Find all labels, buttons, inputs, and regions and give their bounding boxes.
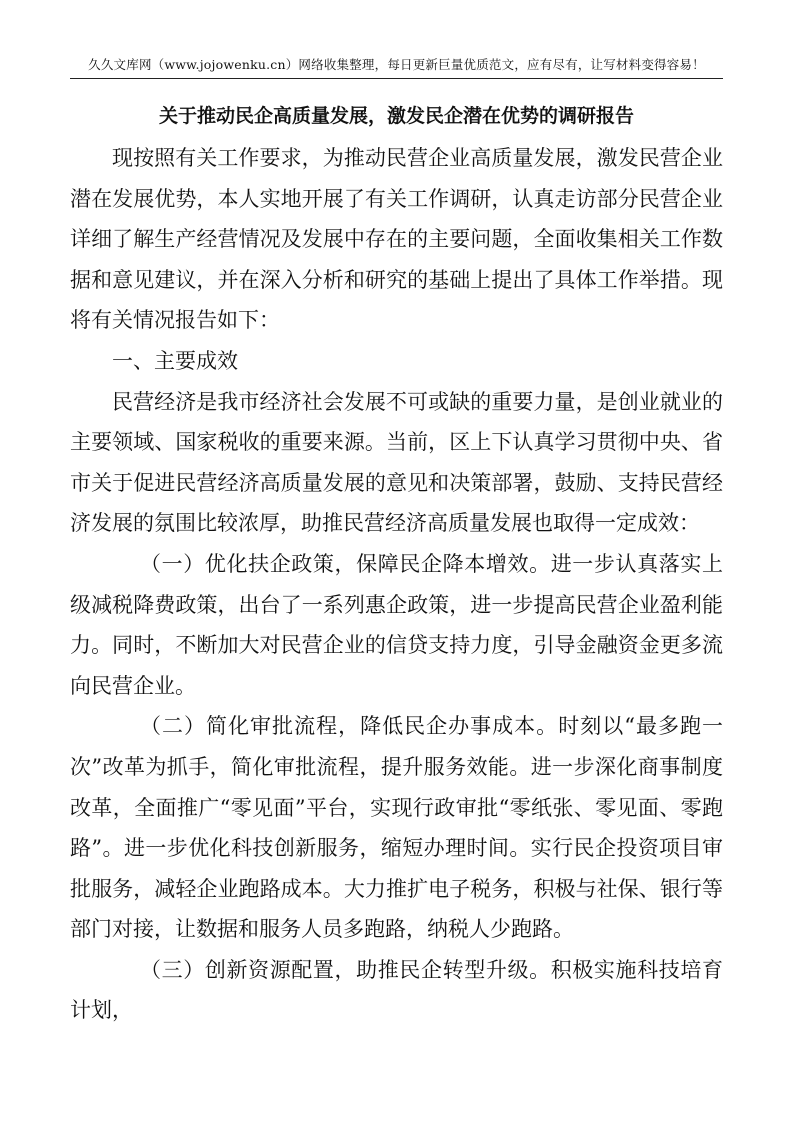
intro-paragraph: 现按照有关工作要求，为推动民营企业高质量发展，激发民营企业潜在发展优势，本人实地开展了有关工作调研，认真走访部分民营企业详细了解生产经营情况及发展中存在的主要问题，全面收集相关工作数据和意见建议，并在深入分析和研究的基础上提出了具体工作举措。现将有关情况报告如下： bbox=[70, 146, 723, 333]
document-title: 关于推动民企高质量发展，激发民企潜在优势的调研报告 bbox=[158, 105, 634, 127]
document-body bbox=[70, 138, 723, 1031]
subsection-paragraph-2: （二）简化审批流程，降低民企办事成本。时刻以“最多跑一次”改革为抓手，简化审批流程，提升服务效能。进一步深化商事制度改革，全面推广“零见面”平台，实现行政审批“零纸张、零见面、零跑路”。进一步优化科技创新服务，缩短办理时间。实行民企投资项目审批服务，减轻企业跑路成本。大力推扩电子税务，积极与社保、银行等部门对接，让数据和服务人员多跑路，纳税人少跑路。 bbox=[70, 714, 723, 942]
header-divider bbox=[70, 78, 723, 79]
subsection-paragraph-1: （一）优化扶企政策，保障民企降本增效。进一步认真落实上级减税降费政策，出台了一系列惠企政策，进一步提高民营企业盈利能力。同时，不断加大对民营企业的信贷支持力度，引导金融资金更多流向民营企业。 bbox=[70, 551, 723, 698]
page-header: 久久文库网（www.jojowenku.cn）网络收集整理，每日更新巨量优质范文，应有尽有，让写材料变得容易！ bbox=[88, 57, 705, 72]
body-paragraph: 民营经济是我市经济社会发展不可或缺的重要力量，是创业就业的主要领域、国家税收的重要来源。当前，区上下认真学习贯彻中央、省市关于促进民营经济高质量发展的意见和决策部署，鼓励、支持民营经济发展的氛围比较浓厚，助推民营经济高质量发展也取得一定成效： bbox=[70, 389, 723, 536]
subsection-paragraph-3: （三）创新资源配置，助推民企转型升级。积极实施科技培育计划， bbox=[70, 957, 723, 1023]
section-heading: 一、主要成效 bbox=[112, 348, 238, 373]
